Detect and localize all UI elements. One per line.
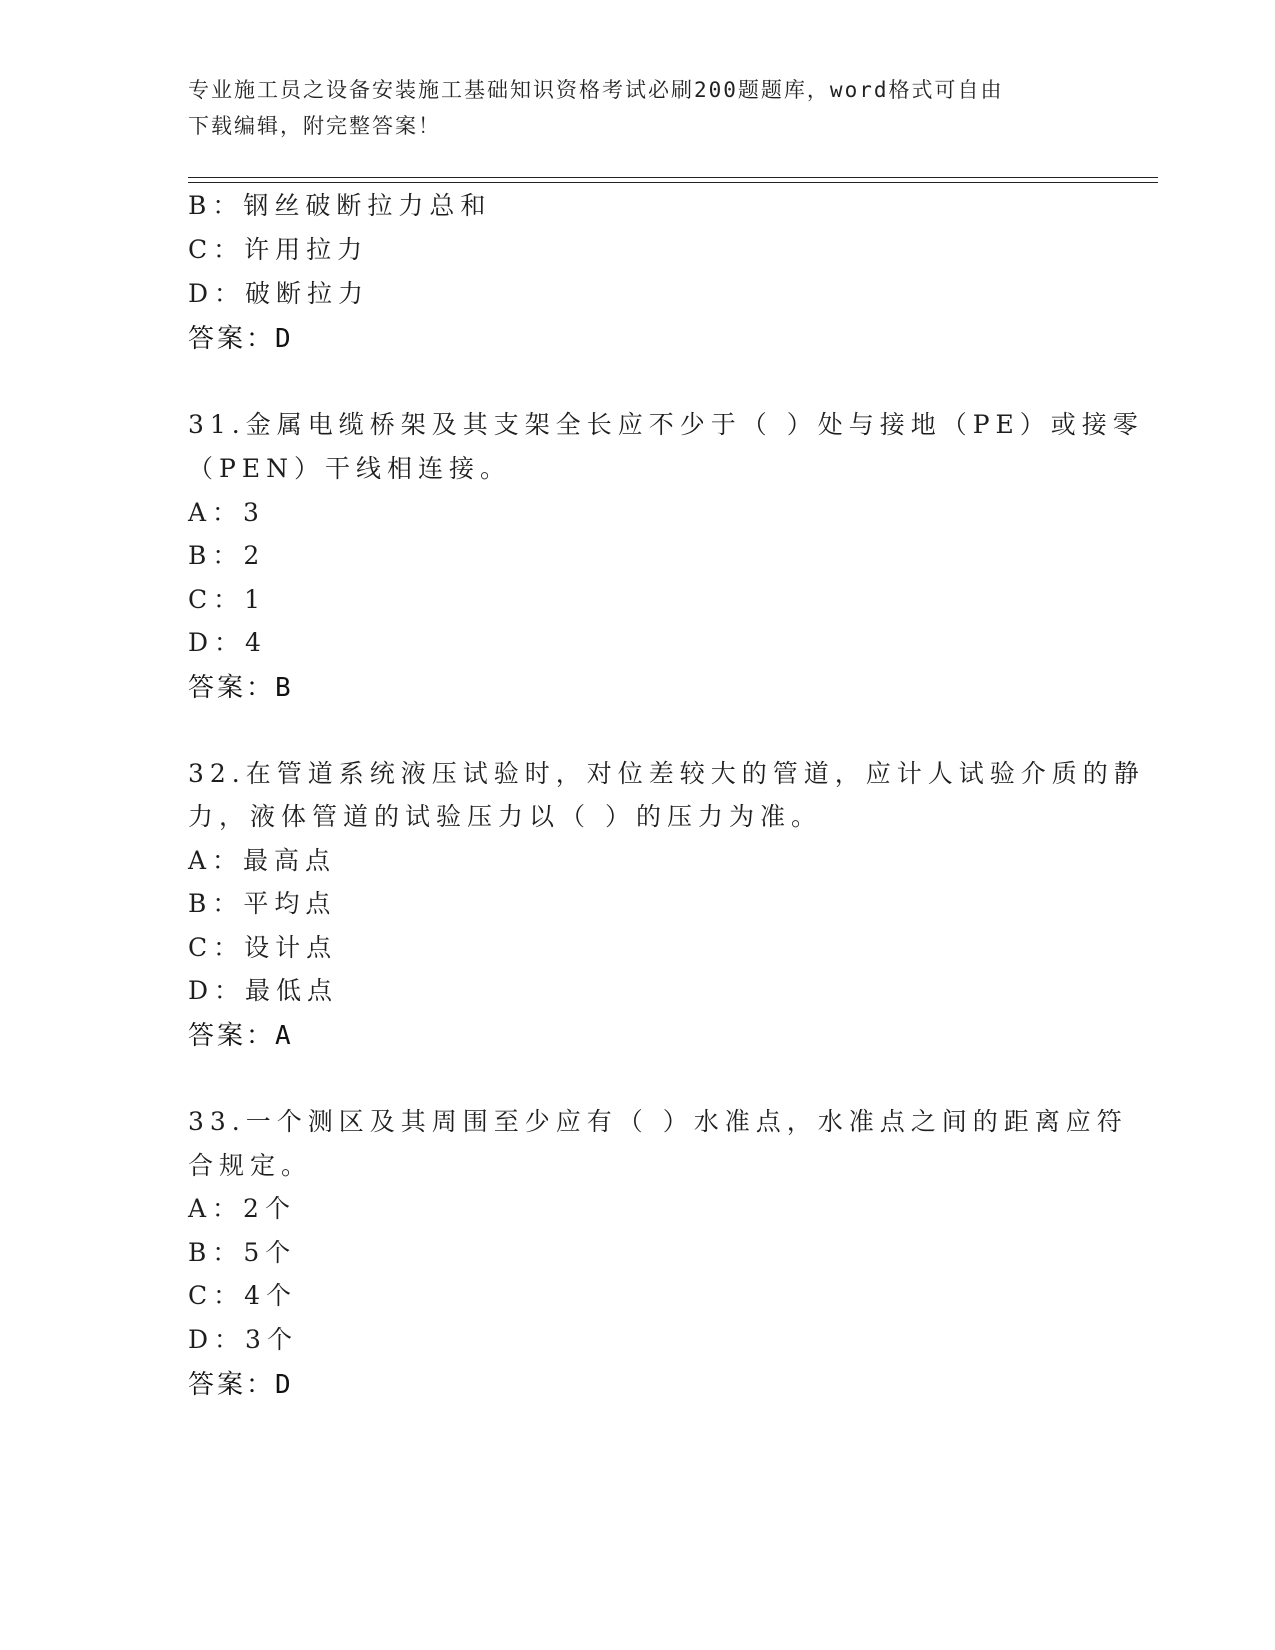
q33-answer: 答案：D (188, 1370, 294, 1400)
q33-option-d: D：3个 (188, 1325, 298, 1354)
q30-option-d: D：破断拉力 (188, 279, 370, 308)
q31-option-d: D：4 (188, 628, 267, 657)
q33-option-a: A：2个 (188, 1194, 296, 1223)
header-divider-bottom (188, 182, 1158, 183)
q31-option-c: C：1 (188, 585, 267, 614)
q31-answer: 答案：B (188, 673, 294, 703)
q33-option-b: B：5个 (188, 1238, 297, 1267)
q32-option-d: D：最低点 (188, 976, 339, 1005)
q32-stem-line-2: 力，液体管道的试验压力以（ ）的压力为准。 (188, 802, 822, 831)
q30-option-b: B：钢丝破断拉力总和 (188, 191, 492, 220)
header-title-line-2: 下载编辑，附完整答案！ (188, 114, 441, 138)
q31-option-a: A：3 (188, 498, 265, 527)
q31-stem-line-2: （PEN）干线相连接。 (188, 454, 511, 483)
q33-stem-line-1: 33.一个测区及其周围至少应有（ ）水准点，水准点之间的距离应符 (188, 1107, 1128, 1136)
q31-stem-line-1: 31.金属电缆桥架及其支架全长应不少于（ ）处与接地（PE）或接零 (188, 410, 1144, 439)
q32-option-a: A：最高点 (188, 846, 337, 875)
q32-option-b: B：平均点 (188, 889, 337, 918)
q30-option-c: C：许用拉力 (188, 235, 369, 264)
q32-option-c: C：设计点 (188, 933, 338, 962)
q32-stem-line-1: 32.在管道系统液压试验时，对位差较大的管道，应计人试验介质的静 (188, 759, 1145, 788)
q33-stem-line-2: 合规定。 (188, 1151, 313, 1180)
header-title-line-1: 专业施工员之设备安装施工基础知识资格考试必刷200题题库，word格式可自由 (188, 78, 1004, 102)
document-header (188, 72, 1088, 144)
q30-answer: 答案：D (188, 324, 294, 354)
q33-option-c: C：4个 (188, 1281, 298, 1310)
q32-answer: 答案：A (188, 1021, 294, 1051)
header-divider-top (188, 177, 1158, 178)
q31-option-b: B：2 (188, 541, 266, 570)
